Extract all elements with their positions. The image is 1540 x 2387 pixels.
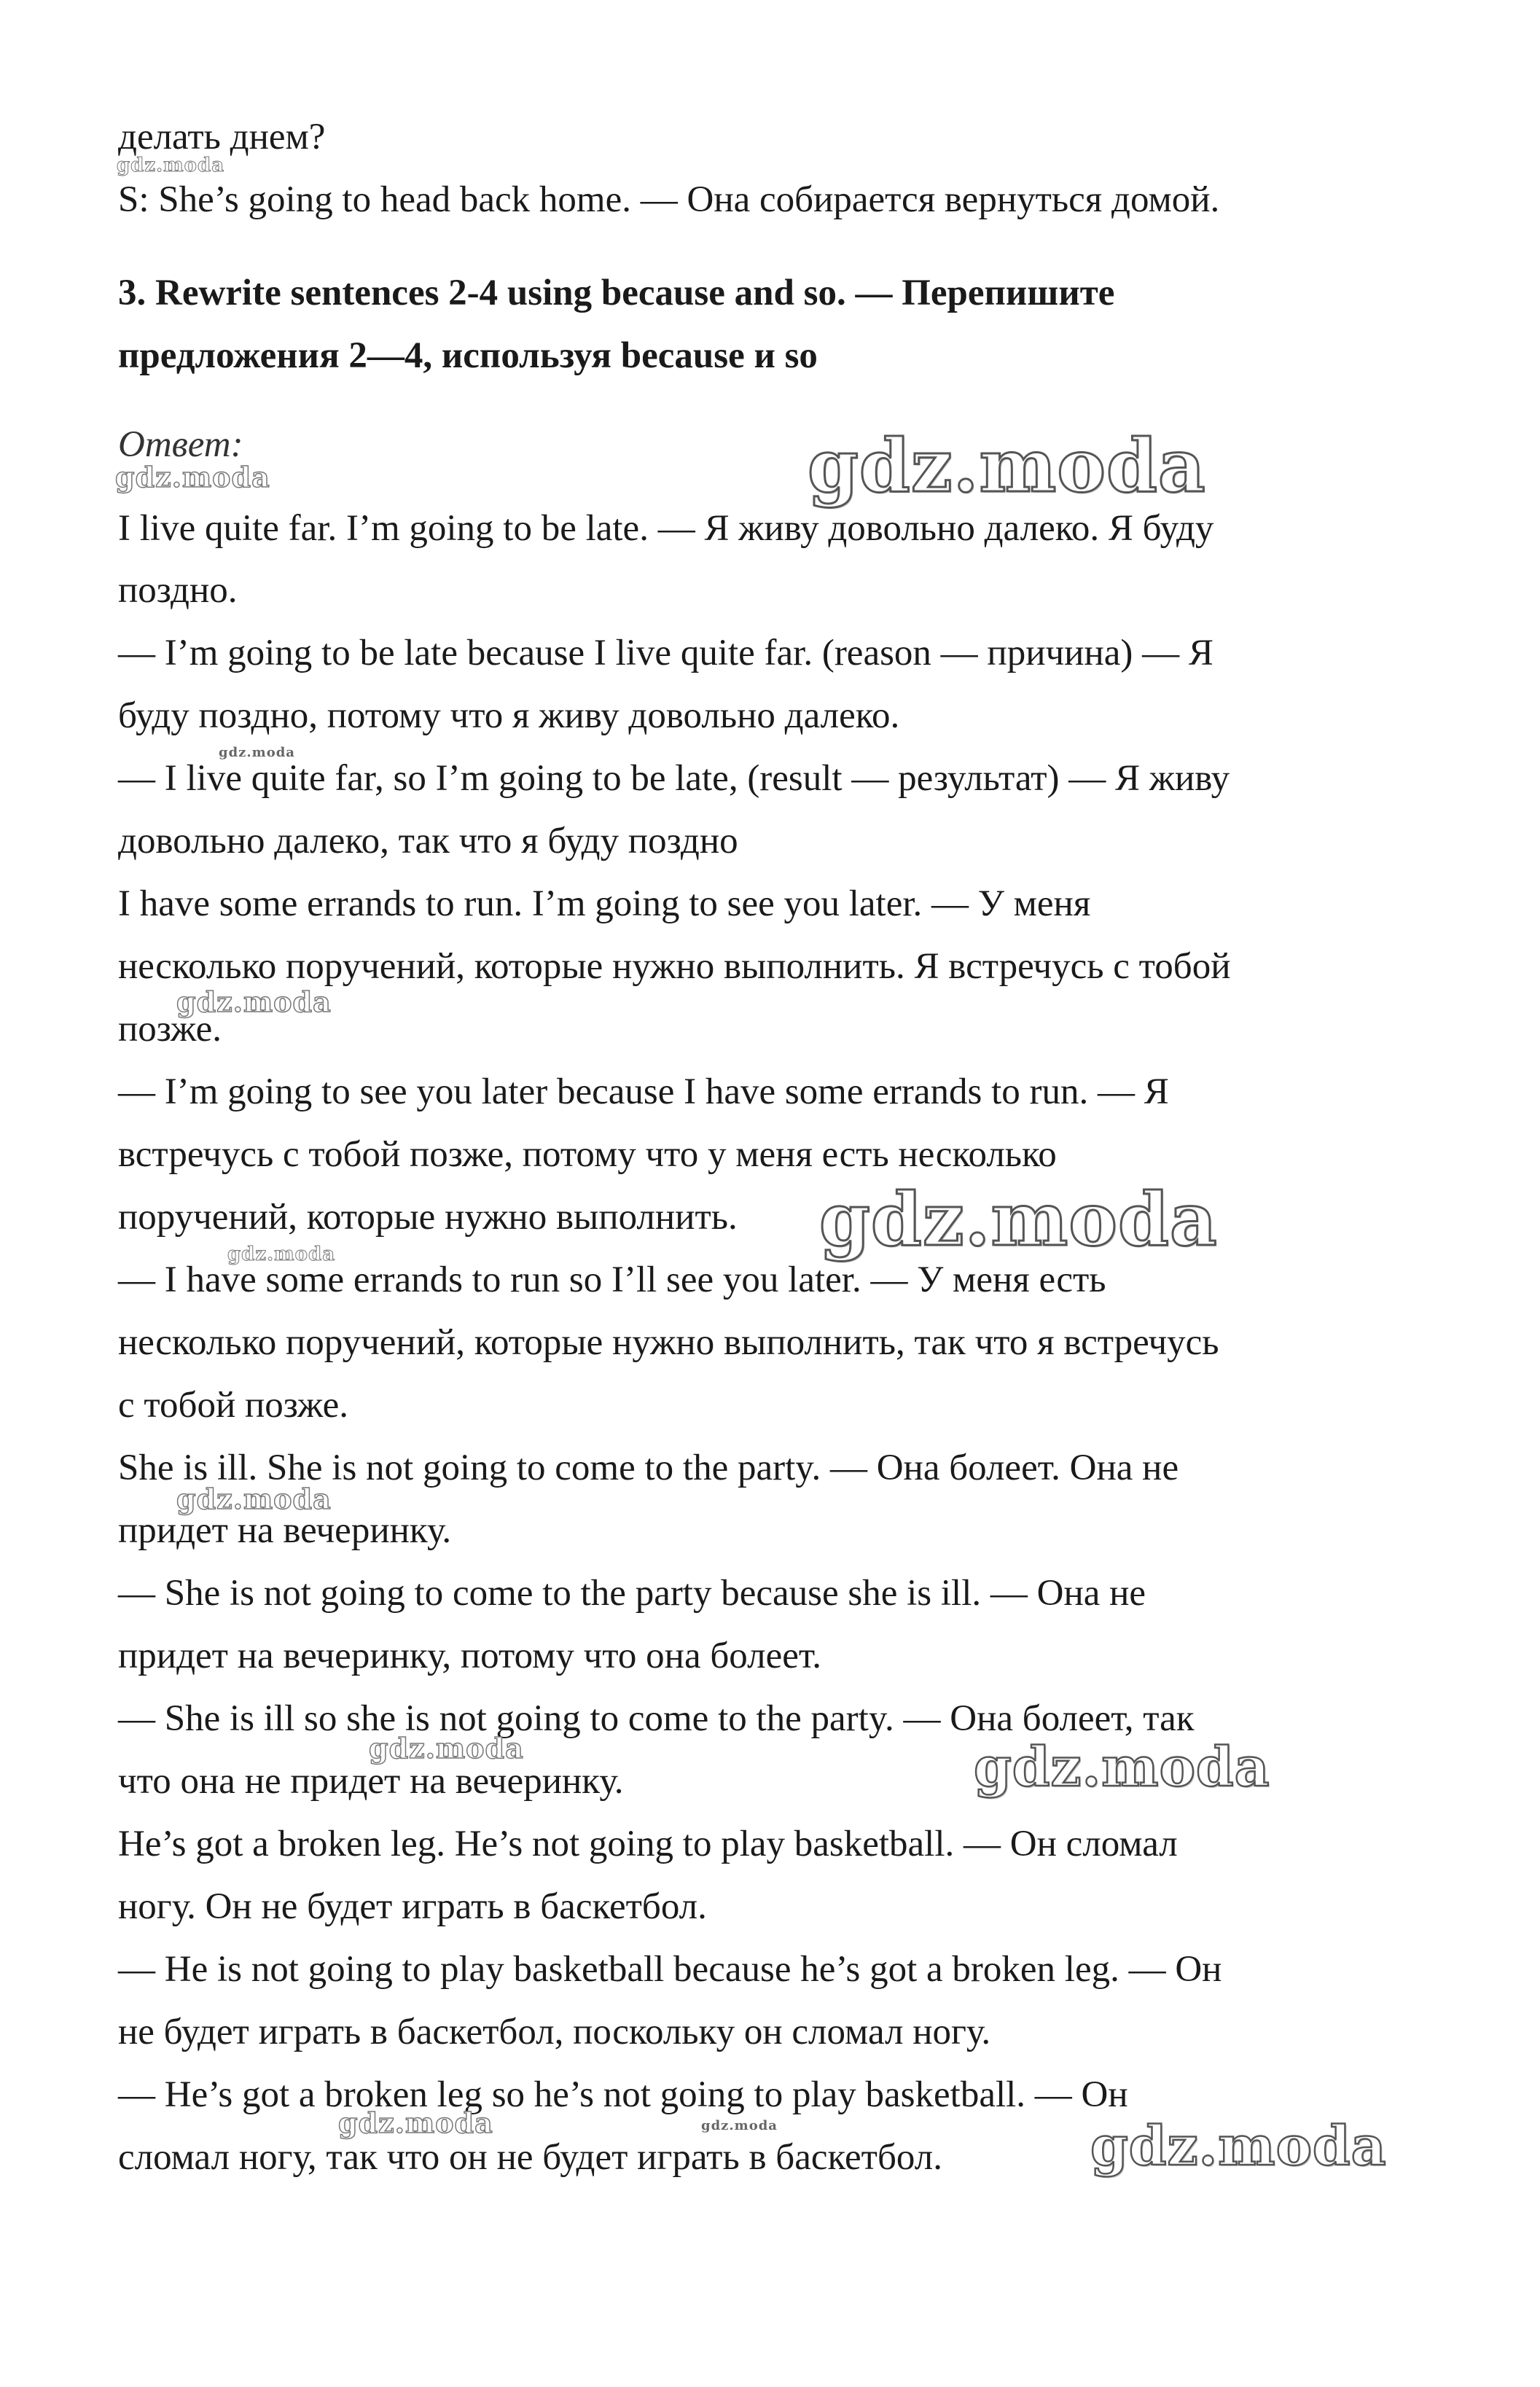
text-line: S: She’s going to head back home. — Она собирается вернуться домой. <box>118 179 1220 220</box>
exercise-heading: предложения 2—4, используя because и so <box>118 335 818 376</box>
exercise-heading: 3. Rewrite sentences 2-4 using because and so. — Перепишите <box>118 273 1115 313</box>
text-line: — He’s got a broken leg so he’s not going to play basketball. — Он <box>118 2074 1128 2115</box>
text-line: I have some errands to run. I’m going to see you later. — У меня <box>118 883 1091 924</box>
watermark-logo: gdz.moda <box>338 2106 493 2139</box>
text-line: довольно далеко, так что я буду поздно <box>118 821 738 862</box>
text-line: с тобой позже. <box>118 1385 348 1426</box>
text-line: ногу. Он не будет играть в баскетбол. <box>118 1886 707 1927</box>
text-line: делать днем? <box>118 117 326 157</box>
text-line: несколько поручений, которые нужно выполнить, так что я встречусь <box>118 1322 1219 1363</box>
watermark-logo: gdz.moda <box>176 985 332 1018</box>
watermark-logo: gdz.moda <box>1090 2115 1387 2178</box>
text-line: — I’m going to be late because I live quite far. (reason — причина) — Я <box>118 633 1213 673</box>
watermark-logo: gdz.moda <box>227 1243 336 1265</box>
watermark-logo: gdz.moda <box>369 1732 524 1765</box>
text-line: — He is not going to play basketball because he’s got a broken leg. — Он <box>118 1949 1222 1990</box>
watermark-logo: gdz.moda <box>974 1736 1270 1799</box>
text-line: She is ill. She is not going to come to the party. — Она болеет. Она не <box>118 1448 1179 1488</box>
text-line: — She is not going to come to the party because she is ill. — Она не <box>118 1573 1146 1614</box>
text-line: — She is ill so she is not going to come to the party. — Она болеет, так <box>118 1698 1195 1739</box>
text-line: He’s got a broken leg. He’s not going to play basketball. — Он сломал <box>118 1824 1178 1864</box>
text-line: что она не придет на вечеринку. <box>118 1761 624 1802</box>
text-line: I live quite far. I’m going to be late. — Я живу довольно далеко. Я буду <box>118 508 1214 549</box>
text-line: — I’m going to see you later because I have some errands to run. — Я <box>118 1071 1169 1112</box>
watermark-logo: gdz.moda <box>701 2118 778 2133</box>
text-line: позже. <box>118 1009 222 1050</box>
answer-label: Ответ: <box>118 424 243 465</box>
watermark-logo: gdz.moda <box>819 1176 1218 1262</box>
text-line: придет на вечеринку. <box>118 1510 452 1551</box>
text-line: придет на вечеринку, потому что она болеет. <box>118 1636 822 1676</box>
text-line: буду поздно, потому что я живу довольно далеко. <box>118 695 900 736</box>
text-line: сломал ногу, так что он не будет играть в баскетбол. <box>118 2137 942 2178</box>
text-line: поручений, которые нужно выполнить. <box>118 1197 738 1238</box>
watermark-logo: gdz.moda <box>117 155 225 176</box>
watermark-logo: gdz.moda <box>219 745 295 760</box>
text-line: поздно. <box>118 570 238 611</box>
text-line: несколько поручений, которые нужно выполнить. Я встречусь с тобой <box>118 946 1231 987</box>
text-line: не будет играть в баскетбол, поскольку он сломал ногу. <box>118 2012 991 2052</box>
text-line: — I have some errands to run so I’ll see you later. — У меня есть <box>118 1259 1106 1300</box>
text-line: встречусь с тобой позже, потому что у меня есть несколько <box>118 1134 1057 1175</box>
watermark-logo: gdz.moda <box>115 461 270 493</box>
watermark-logo: gdz.moda <box>808 423 1206 509</box>
watermark-logo: gdz.moda <box>176 1482 332 1515</box>
text-line: — I live quite far, so I’m going to be late, (result — результат) — Я живу <box>118 758 1230 799</box>
